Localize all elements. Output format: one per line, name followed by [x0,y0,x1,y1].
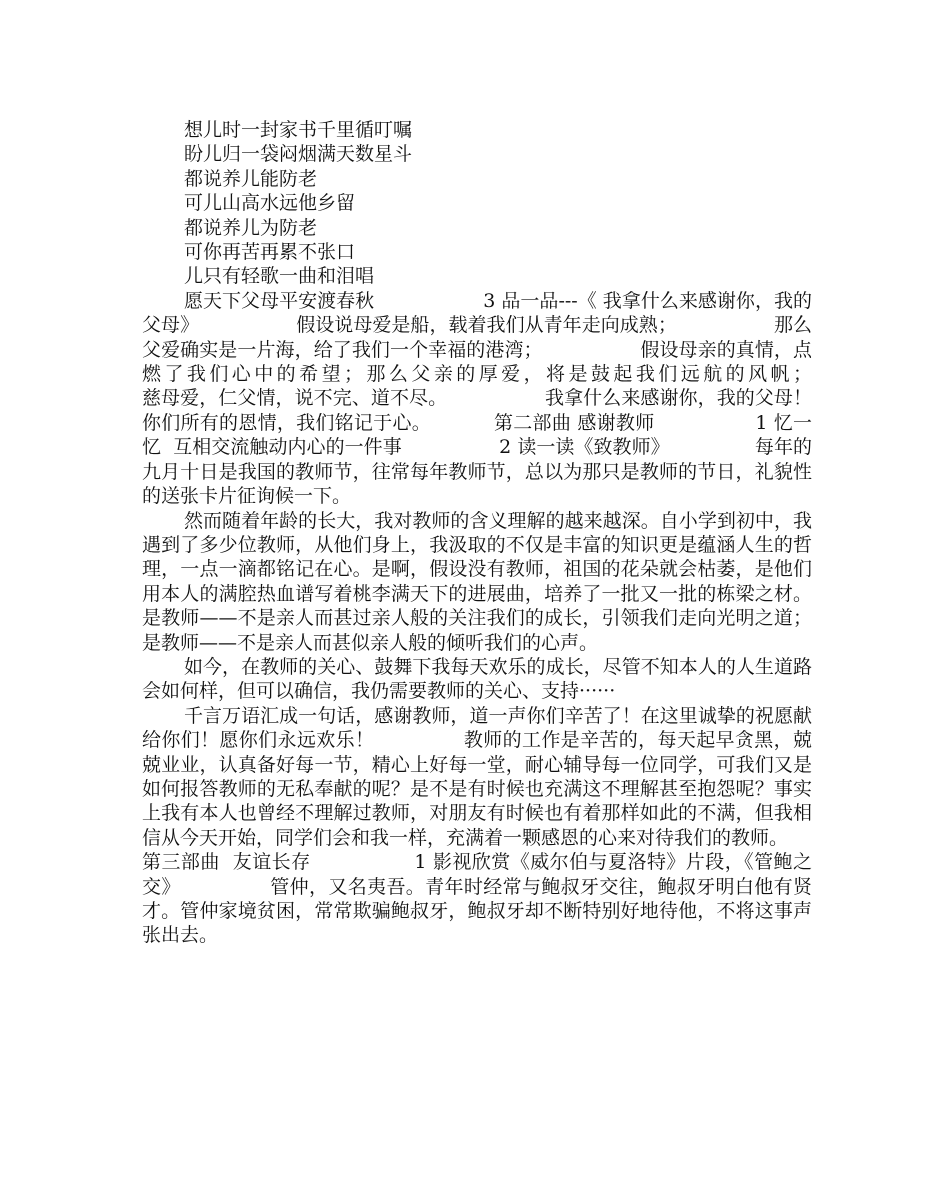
paragraph-final: 第三部曲 友谊长存 1 影视欣赏《威尔伯与夏洛特》片段，《管鲍之交》 管仲，又名夷吾。青年时经常与鲍叔牙交往，鲍叔牙明白他有贤才。管仲家境贫困，常常欺骗鲍叔牙，鲍叔牙却不断特别好地待他，不将这事声张出去。 [142,851,812,947]
body-text [142,289,933,948]
poem-line: 盼儿归一袋闷烟满天数星斗 [184,143,413,166]
poem-line: 儿只有轻歌一曲和泪唱 [184,265,375,288]
document-page [142,118,933,948]
poem-line: 都说养儿能防老 [184,167,318,190]
paragraph: 然而随着年龄的长大，我对教师的含义理解的越来越深。自小学到初中，我遇到了多少位教师，从他们身上，我汲取的不仅是丰富的知识更是蕴涵人生的哲理，一点一滴都铭记在心。是啊，假设没有教师，祖国的花朵就会枯萎，是他们用本人的满腔热血谱写着桃李满天下的进展曲，培养了一批又一批的栋梁之材。是教师——不是亲人而甚过亲人般的关注我们的成长，引领我们走向光明之道；是教师——不是亲人而甚似亲人般的倾听我们的心声。 [142,509,812,654]
poem-line: 都说养儿为防老 [184,216,318,239]
poem-line: 想儿时一封家书千里循叮嘱 [184,119,413,141]
poem-block [142,118,812,289]
poem-line: 可你再苦再累不张口 [184,241,356,264]
paragraph: 如今，在教师的关心、鼓舞下我每天欢乐的成长，尽管不知本人的人生道路会如何样，但可以确信，我仍需要教师的关心、支持······ [142,655,812,703]
poem-line: 可儿山高水远他乡留 [184,192,356,215]
paragraph: 愿天下父母平安渡春秋 3 品一品---《 我拿什么来感谢你，我的父母》 假设说母爱是船，载着我们从青年走向成熟； 那么父爱确实是一片海，给了我们一个幸福的港湾； 假设母亲的真情，点燃了我们心中的希望；那么父亲的厚爱，将是鼓起我们远航的风帆； 慈母爱，仁父情，说不完、道不尽。 我拿什么来感谢你，我的父母！ 你们所有的恩情，我们铭记于心。 第二部曲 感谢教师 1 忆一忆 互相交流触动内心的一件事 2 读一读《致教师》 每年的九月十日是我国的教师节，往常每年教师节，总以为那只是教师的节日，礼貌性的送张卡片征询候一下。 [142,289,933,508]
paragraph: 千言万语汇成一句话，感谢教师，道一声你们辛苦了！在这里诚挚的祝愿献给你们！愿你们永远欢乐！ 教师的工作是辛苦的，每天起早贪黑，兢兢业业，认真备好每一节，精心上好每一堂，耐心辅导每一位同学，可我们又是如何报答教师的无私奉献的呢？是不是有时候也充满这不理解甚至抱怨呢？事实上我有本人也曾经不理解过教师，对朋友有时候也有着那样如此的不满，但我相信从今天开始，同学们会和我一样，充满着一颗感恩的心来对待我们的教师。 [142,704,812,849]
